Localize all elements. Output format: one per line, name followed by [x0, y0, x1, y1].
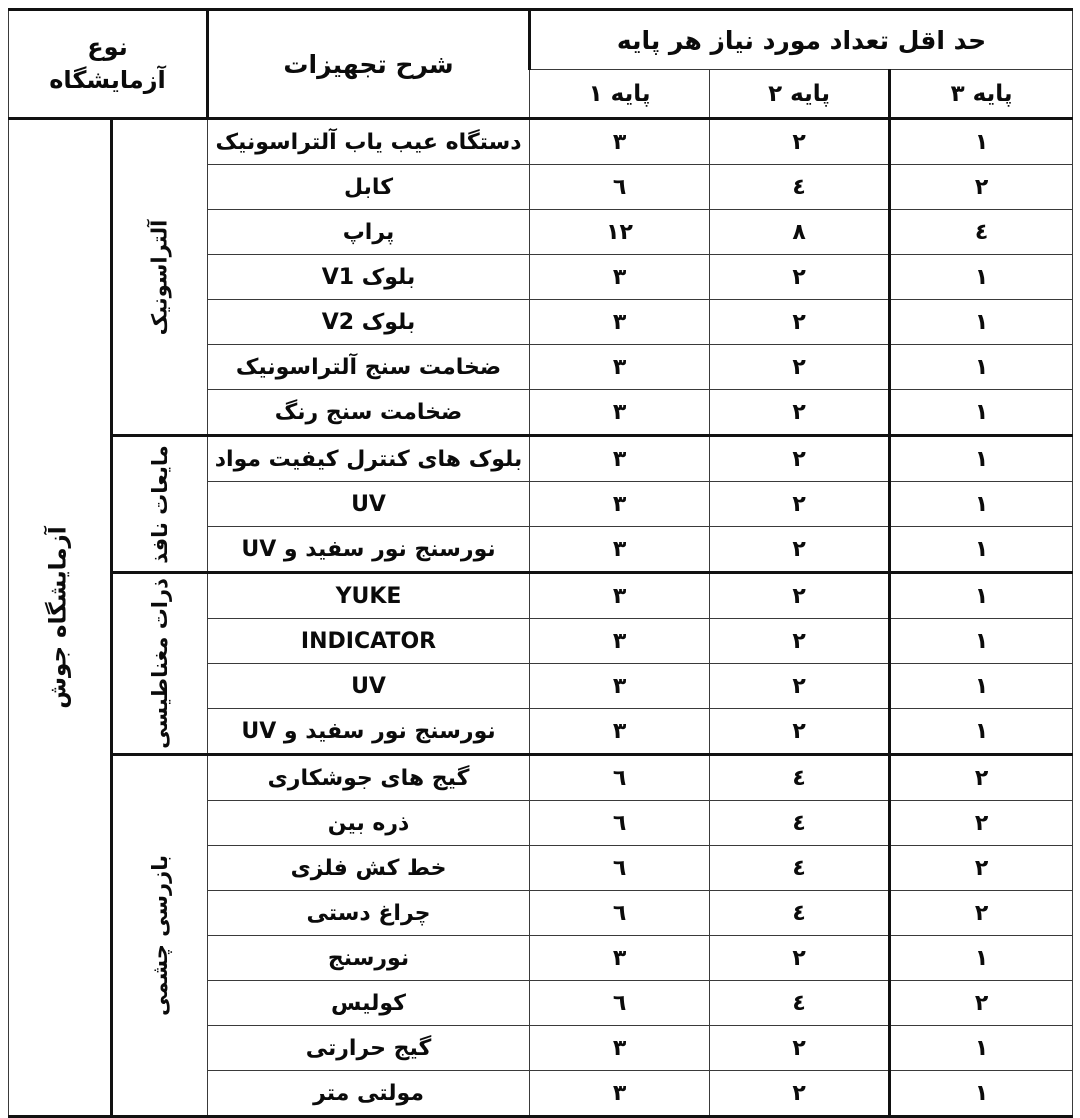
cell-level-1: ٣	[530, 527, 710, 573]
cell-equipment-description: ذره بین	[208, 801, 530, 846]
cell-equipment-description: UV	[208, 664, 530, 709]
cell-level-3: ٤	[890, 210, 1073, 255]
cell-level-3: ٢	[890, 891, 1073, 936]
cell-level-2: ٤	[710, 891, 890, 936]
equipment-requirements-table	[8, 8, 1073, 1118]
cell-equipment-description: پراپ	[208, 210, 530, 255]
header-lab-type	[9, 10, 208, 119]
cell-level-3: ١	[890, 527, 1073, 573]
cell-equipment-description: نورسنج	[208, 936, 530, 981]
group-label-text: ذرات مغناطیسی	[147, 578, 172, 749]
header-lab-type-line2: آزمایشگاه	[49, 66, 166, 94]
cell-level-1: ٣	[530, 436, 710, 482]
cell-level-2: ٢	[710, 936, 890, 981]
cell-level-3: ١	[890, 119, 1073, 165]
cell-equipment-description: گیج های جوشکاری	[208, 755, 530, 801]
table-body	[9, 119, 1073, 1117]
cell-level-2: ٢	[710, 482, 890, 527]
cell-level-1: ٣	[530, 1026, 710, 1071]
cell-equipment-description: بلوک V1	[208, 255, 530, 300]
cell-level-2: ٢	[710, 527, 890, 573]
cell-equipment-description: کابل	[208, 165, 530, 210]
cell-level-2: ٢	[710, 436, 890, 482]
cell-equipment-description: UV	[208, 482, 530, 527]
cell-level-2: ٢	[710, 1071, 890, 1117]
cell-group-label	[112, 573, 208, 755]
header-level-1: پایه ۱	[530, 70, 710, 119]
cell-equipment-description: ضخامت سنج آلتراسونیک	[208, 345, 530, 390]
cell-equipment-description: INDICATOR	[208, 619, 530, 664]
cell-level-3: ١	[890, 1071, 1073, 1117]
cell-level-1: ٣	[530, 345, 710, 390]
group-label-text: بازرسی چشمی	[147, 855, 172, 1016]
cell-level-2: ٢	[710, 709, 890, 755]
cell-level-2: ٢	[710, 619, 890, 664]
header-quantity-group: حد اقل تعداد مورد نیاز هر پایه	[530, 10, 1073, 70]
cell-level-1: ٦	[530, 165, 710, 210]
cell-level-2: ٤	[710, 846, 890, 891]
cell-level-1: ٣	[530, 255, 710, 300]
cell-level-2: ٤	[710, 755, 890, 801]
table-row	[9, 436, 1073, 482]
cell-level-3: ١	[890, 345, 1073, 390]
cell-level-1: ٦	[530, 981, 710, 1026]
cell-equipment-description: مولتی متر	[208, 1071, 530, 1117]
header-level-3: پایه ۳	[890, 70, 1073, 119]
cell-level-2: ٢	[710, 255, 890, 300]
cell-level-2: ٢	[710, 345, 890, 390]
cell-level-3: ١	[890, 436, 1073, 482]
cell-level-3: ١	[890, 390, 1073, 436]
cell-level-1: ٣	[530, 482, 710, 527]
cell-equipment-description: ضخامت سنج رنگ	[208, 390, 530, 436]
cell-level-1: ٣	[530, 1071, 710, 1117]
cell-level-1: ٦	[530, 846, 710, 891]
cell-level-2: ٢	[710, 664, 890, 709]
cell-level-3: ١	[890, 300, 1073, 345]
cell-level-3: ١	[890, 482, 1073, 527]
cell-level-3: ١	[890, 664, 1073, 709]
table-row	[9, 119, 1073, 165]
cell-level-3: ٢	[890, 981, 1073, 1026]
table-row	[9, 573, 1073, 619]
cell-level-1: ٣	[530, 936, 710, 981]
cell-level-1: ٣	[530, 300, 710, 345]
cell-level-3: ١	[890, 255, 1073, 300]
cell-level-1: ٦	[530, 755, 710, 801]
cell-equipment-description: خط کش فلزی	[208, 846, 530, 891]
cell-level-3: ١	[890, 1026, 1073, 1071]
cell-level-2: ٤	[710, 165, 890, 210]
cell-level-1: ٣	[530, 119, 710, 165]
cell-equipment-description: چراغ دستی	[208, 891, 530, 936]
cell-level-2: ٢	[710, 300, 890, 345]
cell-level-1: ٦	[530, 801, 710, 846]
cell-group-label	[112, 119, 208, 436]
cell-level-1: ٦	[530, 891, 710, 936]
header-equipment-description: شرح تجهیزات	[208, 10, 530, 119]
cell-level-1: ١٢	[530, 210, 710, 255]
cell-equipment-description: نورسنج نور سفید و UV	[208, 527, 530, 573]
cell-level-3: ١	[890, 709, 1073, 755]
cell-level-3: ١	[890, 573, 1073, 619]
header-level-2: پایه ۲	[710, 70, 890, 119]
cell-level-2: ٢	[710, 573, 890, 619]
cell-level-3: ١	[890, 619, 1073, 664]
cell-level-1: ٣	[530, 619, 710, 664]
cell-level-3: ٢	[890, 846, 1073, 891]
cell-equipment-description: YUKE	[208, 573, 530, 619]
header-lab-type-line1: نوع	[87, 32, 128, 61]
cell-level-2: ٢	[710, 1026, 890, 1071]
cell-level-2: ٤	[710, 801, 890, 846]
cell-level-2: ٤	[710, 981, 890, 1026]
cell-group-label	[112, 436, 208, 573]
cell-equipment-description: بلوک های کنترل کیفیت مواد	[208, 436, 530, 482]
header-row-primary	[9, 10, 1073, 70]
cell-level-3: ١	[890, 936, 1073, 981]
cell-group-label	[112, 755, 208, 1117]
cell-level-3: ٢	[890, 755, 1073, 801]
cell-level-1: ٣	[530, 664, 710, 709]
cell-level-2: ٢	[710, 390, 890, 436]
group-label-text: مایعات نافذ	[147, 444, 172, 564]
cell-level-1: ٣	[530, 390, 710, 436]
cell-level-2: ٢	[710, 119, 890, 165]
cell-equipment-description: بلوک V2	[208, 300, 530, 345]
cell-lab-name	[9, 119, 112, 1117]
group-label-text: آلتراسونیک	[147, 219, 172, 335]
table-row	[9, 755, 1073, 801]
cell-level-3: ٢	[890, 801, 1073, 846]
lab-name-text: آزمایشگاه جوش	[46, 526, 72, 709]
cell-level-3: ٢	[890, 165, 1073, 210]
cell-level-2: ٨	[710, 210, 890, 255]
cell-equipment-description: دستگاه عیب یاب آلتراسونیک	[208, 119, 530, 165]
table-header	[9, 10, 1073, 119]
cell-level-1: ٣	[530, 573, 710, 619]
cell-level-1: ٣	[530, 709, 710, 755]
cell-equipment-description: نورسنج نور سفید و UV	[208, 709, 530, 755]
cell-equipment-description: گیج حرارتی	[208, 1026, 530, 1071]
cell-equipment-description: کولیس	[208, 981, 530, 1026]
